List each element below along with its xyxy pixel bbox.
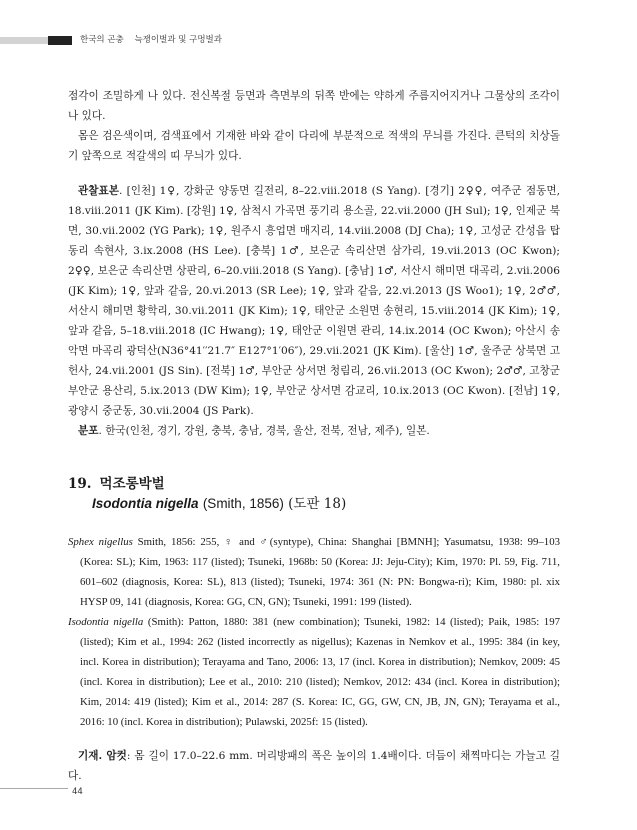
page-content bbox=[68, 86, 560, 786]
references bbox=[68, 532, 560, 732]
footer-rule bbox=[0, 788, 68, 789]
header-section-title: 늑쟁이벌과 및 구멍벌과 bbox=[134, 35, 222, 45]
reference-text: (Smith): Patton, 1880: 381 (new combination); Tsuneki, 1982: 14 (listed); Paik, 1985: 197 (listed); Kim et al., 1994: 262 (listed incorrectly as nigellus); Kazenas in Nemkov et al., 1995: 384 (in key, incl. Korea in distribution); Terayama and Tano, 2006: 13, 17 (incl. Korea in distribution); Nemkov, 2009: 45 (incl. Korea in distribution); Lee et al., 2010: 210 (listed); Nemkov, 2012: 434 (incl. Korea in distribution); Kim, 2014: 419 (listed); Kim et al., 2014: 287 (S. Korea: IC, GG, GW, CN, JB, JN, GN); Terayama et al., 2016: 10 (incl. Korea in distribution); Pulawski, 2025f: 15 (listed). bbox=[80, 616, 560, 728]
reference-entry bbox=[68, 532, 560, 612]
header-book-title: 한국의 곤충 bbox=[80, 35, 124, 45]
page-number: 44 bbox=[72, 787, 83, 797]
reference-entry bbox=[68, 612, 560, 732]
reference-text: Smith, 1856: 255, ♀ and ♂(syntype), China: Shanghai [BMNH]; Yasumatsu, 1938: 99–103 (Korea: SL); Kim, 1963: 117 (listed); Tsuneki, 1968b: 50 (Korea: JJ: Jeju-City); Kim, 1970: Pl. 59, Fig. 711, 601–602 (diagnosis, Korea: SL), 813 (listed); Tsuneki, 1974: 361 (N: PN: Bongwa-ri); Kim, 1980: pl. xix HYSP 09, 141 (diagnosis, Korea: GG, CN, GN); Tsuneki, 1991: 199 (listed). bbox=[80, 536, 560, 608]
description-paragraph bbox=[68, 746, 560, 786]
description-label: 기재. 암컷 bbox=[78, 750, 127, 762]
specimens-text: . [인천] 1♀, 강화군 양동면 길전리, 8–22.viii.2018 (S Yang). [경기] 2♀♀, 여주군 점동면, 18.viii.2011 (JK Kim). [강원] 1♀, 삼척시 가곡면 풍기리 용소골, 22.vii.2000 (JH Sul); 1♀, 인제군 북면, 30.vii.2002 (YG Park); 1♀, 원주시 흥업면 매지리, 14.viii.2008 (DJ Cha); 1♀, 고성군 간성읍 탑동리 속현사, 3.ix.2008 (HS Lee). [충북] 1♂, 보은군 속리산면 삼가리, 19.vii.2013 (OC Kwon); 2♀♀, 보은군 속리산면 상판리, 6–20.viii.2018 (S Yang). [충남] 1♂, 서산시 해미면 대곡리, 2.vii.2006 (JK Kim); 1♀, 앞과 같음, 20.vi.2013 (SR Lee); 1♀, 앞과 같음, 22.vi.2013 (JS Woo1); 1♀, 2♂♂, 서산시 해미면 황학리, 30.vii.2011 (JK Kim); 1♀, 태안군 소원면 송현리, 15.viii.2014 (JK Kim); 1♀, 앞과 같음, 5–18.viii.2018 (IC Hwang); 1♀, 태안군 이원면 관리, 14.ix.2014 (OC Kwon); 아산시 송악면 마곡리 광덕산(N36°41′′21.7″ E127°1′06″), 29.vii.2021 (JK Kim). [울산] 1♂, 울주군 상북면 고헌사, 24.vii.2001 (JS Sin). [전북] 1♂, 부안군 상서면 청림리, 26.vii.2013 (OC Kwon); 2♂♂, 고창군 부안군 용산리, 5.ix.2013 (DW Kim); 1♀, 부안군 상서면 감교리, 10.ix.2013 (OC Kwon). [전남] 1♀, 광양시 중군동, 30.vii.2004 (JS Park). bbox=[68, 185, 560, 417]
description-text: : 몸 길이 17.0–22.6 mm. 머리방패의 폭은 높이의 1.4배이다. 더듬이 채찍마디는 가늘고 길다. bbox=[68, 750, 560, 782]
species-heading bbox=[68, 475, 560, 514]
specimens-label: 관찰표본 bbox=[78, 185, 119, 197]
species-plate: (도판 18) bbox=[288, 496, 347, 512]
header-bar-dark bbox=[48, 36, 72, 45]
header-bar-light bbox=[0, 37, 48, 44]
distribution-text: . 한국(인천, 경기, 강원, 충북, 충남, 경북, 울산, 전북, 전남, 제주), 일본. bbox=[98, 425, 430, 437]
species-author: (Smith, 1856) bbox=[202, 496, 284, 511]
running-header bbox=[80, 33, 222, 45]
specimens-paragraph bbox=[68, 181, 560, 421]
distribution-label: 분포 bbox=[78, 425, 99, 437]
reference-name: Sphex nigellus bbox=[68, 536, 133, 548]
species-korean-name: 먹조롱박벌 bbox=[99, 476, 165, 492]
species-scientific-name: Isodontia nigella bbox=[92, 496, 199, 511]
reference-name: Isodontia nigella bbox=[68, 616, 144, 628]
intro-paragraph-2: 몸은 검은색이며, 검색표에서 기재한 바와 같이 다리에 부분적으로 적색의 무늬를 가진다. 큰턱의 치상돌기 앞쪽으로 적갈색의 띠 무늬가 있다. bbox=[68, 130, 560, 162]
intro-paragraph-1: 점각이 조밀하게 나 있다. 전신복절 등면과 측면부의 뒤쪽 반에는 약하게 주름지어지거나 그물상의 조각이 나 있다. bbox=[68, 90, 560, 122]
distribution-paragraph bbox=[68, 421, 560, 441]
species-number: 19. bbox=[68, 476, 92, 492]
